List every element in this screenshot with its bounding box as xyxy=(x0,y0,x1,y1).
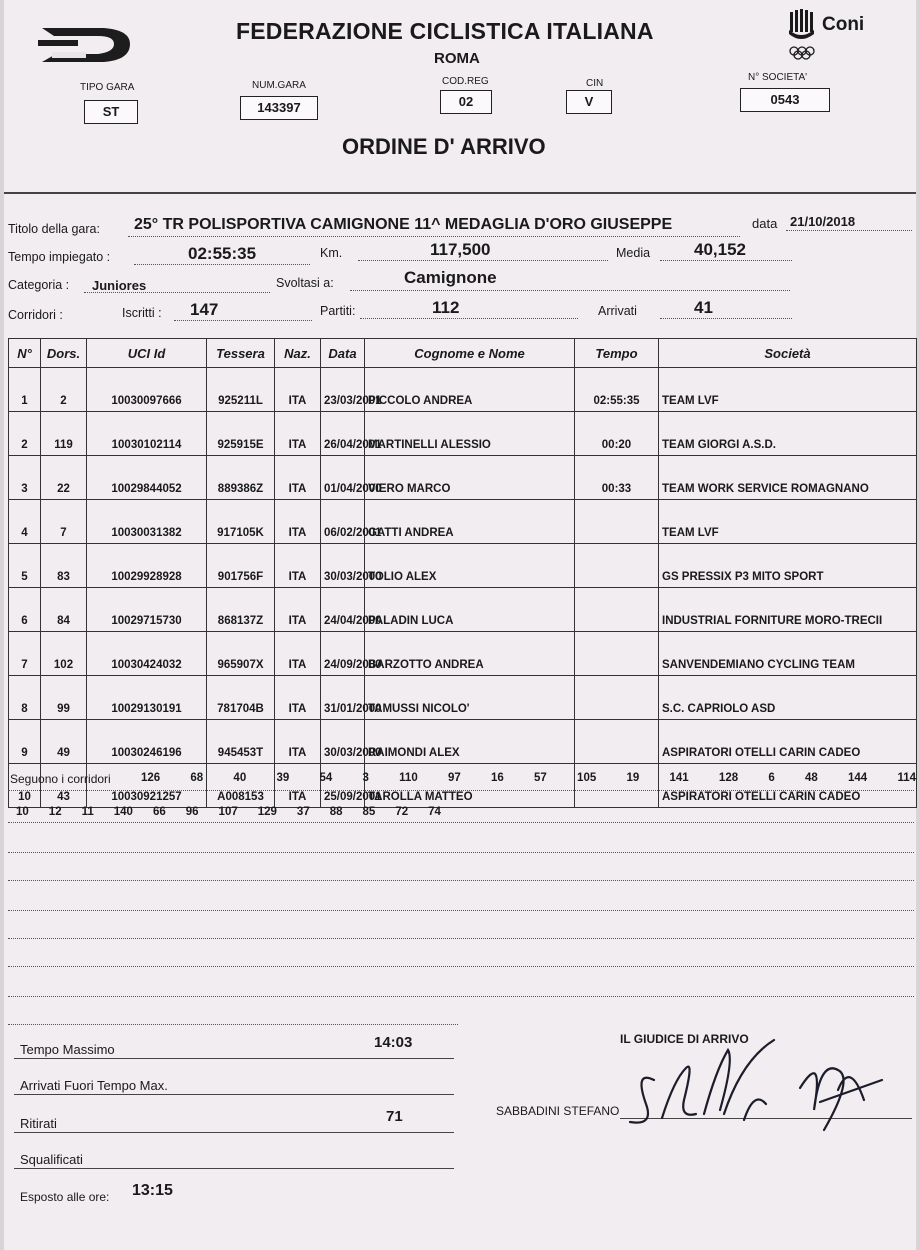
following-rider-number: 114 xyxy=(897,772,916,784)
cin-value: V xyxy=(566,90,612,114)
cell-pos: 5 xyxy=(9,544,41,588)
km-line xyxy=(358,260,608,261)
cell-time xyxy=(575,720,659,764)
cell-pos: 9 xyxy=(9,720,41,764)
cell-license: 965907X xyxy=(207,632,275,676)
cell-pos: 3 xyxy=(9,456,41,500)
cell-pos: 1 xyxy=(9,368,41,412)
following-rider-number: 107 xyxy=(218,806,238,818)
table-row xyxy=(9,632,917,676)
cell-rider-name: TAROLLA MATTEO xyxy=(365,764,575,808)
race-title-line xyxy=(128,236,740,237)
race-started: 112 xyxy=(432,298,460,317)
cell-uci-id: 10030424032 xyxy=(87,632,207,676)
following-rider-number: 72 xyxy=(395,806,409,818)
cell-license: A008153 xyxy=(207,764,275,808)
cin-label: CIN xyxy=(586,78,604,89)
following-rider-number: 126 xyxy=(140,772,161,784)
cell-nation: ITA xyxy=(275,764,321,808)
max-time-value: 14:03 xyxy=(374,1034,413,1051)
following-riders-line1 xyxy=(10,772,916,786)
date-label: data xyxy=(752,216,778,231)
cell-license: 925915E xyxy=(207,412,275,456)
cell-nation: ITA xyxy=(275,720,321,764)
race-held: Camignone xyxy=(404,268,497,287)
following-rider-number: 12 xyxy=(48,806,62,818)
following-rider-number: 10 xyxy=(16,806,29,818)
blank-rule xyxy=(8,880,914,881)
col-n: N° xyxy=(9,339,41,368)
arrived-line xyxy=(660,318,792,319)
table-header-row xyxy=(9,339,917,368)
cell-nation: ITA xyxy=(275,676,321,720)
cell-time xyxy=(575,588,659,632)
race-date: 21/10/2018 xyxy=(790,214,856,229)
cell-license: 901756F xyxy=(207,544,275,588)
cell-uci-id: 10030246196 xyxy=(87,720,207,764)
cell-time xyxy=(575,632,659,676)
cell-nation: ITA xyxy=(275,368,321,412)
fci-logo xyxy=(34,22,134,66)
blank-rule xyxy=(8,910,914,911)
col-dors: Dors. xyxy=(41,339,87,368)
table-row xyxy=(9,676,917,720)
tipo-gara-value: ST xyxy=(84,100,138,124)
num-gara-label: NUM.GARA xyxy=(252,80,306,91)
table-row xyxy=(9,588,917,632)
category-line xyxy=(84,292,270,293)
max-time-label: Tempo Massimo xyxy=(20,1042,115,1057)
category-label: Categoria : xyxy=(8,278,70,292)
cell-rider-name: BARZOTTO ANDREA xyxy=(365,632,575,676)
cell-uci-id: 10030031382 xyxy=(87,500,207,544)
date-line xyxy=(786,230,912,231)
cod-reg-value: 02 xyxy=(440,90,492,114)
following-rider-number: 96 xyxy=(185,806,199,818)
cell-birth-date: 06/02/2001 xyxy=(321,500,365,544)
num-gara-value: 143397 xyxy=(240,96,318,120)
cell-pos: 10 xyxy=(9,764,41,808)
cell-uci-id: 10030097666 xyxy=(87,368,207,412)
following-rider-number: 129 xyxy=(257,806,277,818)
posted-value: 13:15 xyxy=(132,1182,173,1199)
cell-bib: 84 xyxy=(41,588,87,632)
cell-time xyxy=(575,676,659,720)
following-riders-line2 xyxy=(16,806,441,818)
cell-bib: 7 xyxy=(41,500,87,544)
cell-team: TEAM GIORGI A.S.D. xyxy=(659,412,917,456)
time-line xyxy=(134,264,310,265)
col-uci-id: UCI Id xyxy=(87,339,207,368)
following-rider-number: 11 xyxy=(81,806,94,818)
race-category: Juniores xyxy=(92,278,147,293)
time-label: Tempo impiegato : xyxy=(8,250,111,264)
out-of-time-label: Arrivati Fuori Tempo Max. xyxy=(20,1078,168,1093)
cell-time: 02:55:35 xyxy=(575,368,659,412)
following-label: Seguono i corridori xyxy=(10,772,111,786)
cell-license: 925211L xyxy=(207,368,275,412)
cell-birth-date: 31/01/2000 xyxy=(321,676,365,720)
cell-nation: ITA xyxy=(275,500,321,544)
posted-label: Esposto alle ore: xyxy=(20,1190,110,1204)
started-line xyxy=(360,318,578,319)
cell-uci-id: 10029130191 xyxy=(87,676,207,720)
cell-time: 00:20 xyxy=(575,412,659,456)
following-rider-number: 85 xyxy=(362,806,376,818)
following-rider-number: 141 xyxy=(669,772,689,784)
cell-time xyxy=(575,500,659,544)
following-line1-rule xyxy=(8,790,914,791)
out-of-time-rule xyxy=(14,1094,454,1095)
judge-signature xyxy=(624,1030,904,1140)
cell-team: ASPIRATORI OTELLI CARIN CADEO xyxy=(659,764,917,808)
race-title-label: Titolo della gara: xyxy=(8,222,100,236)
cell-team: S.C. CAPRIOLO ASD xyxy=(659,676,917,720)
race-time: 02:55:35 xyxy=(188,244,257,263)
col-tessera: Tessera xyxy=(207,339,275,368)
cell-pos: 8 xyxy=(9,676,41,720)
following-rider-number: 39 xyxy=(276,772,290,784)
cell-rider-name: PICCOLO ANDREA xyxy=(365,368,575,412)
cell-team: SANVENDEMIANO CYCLING TEAM xyxy=(659,632,917,676)
following-rider-number: 6 xyxy=(768,772,775,784)
cell-nation: ITA xyxy=(275,544,321,588)
societa-value: 0543 xyxy=(740,88,830,112)
cell-time: 00:33 xyxy=(575,456,659,500)
following-rider-number: 68 xyxy=(190,772,204,784)
cell-team: TEAM LVF xyxy=(659,368,917,412)
following-rider-number: 144 xyxy=(848,772,868,784)
col-societa: Società xyxy=(659,339,917,368)
cell-nation: ITA xyxy=(275,588,321,632)
riders-label: Corridori : xyxy=(8,308,63,322)
cell-team: INDUSTRIAL FORNITURE MORO-TRECII xyxy=(659,588,917,632)
cell-bib: 99 xyxy=(41,676,87,720)
cell-birth-date: 30/03/2000 xyxy=(321,544,365,588)
race-media: 40,152 xyxy=(694,240,746,259)
following-rider-number: 110 xyxy=(399,772,418,784)
following-rider-number: 54 xyxy=(319,772,333,784)
started-label: Partiti: xyxy=(320,304,356,318)
following-rider-number: 88 xyxy=(329,806,343,818)
cell-rider-name: RAIMONDI ALEX xyxy=(365,720,575,764)
cell-birth-date: 24/04/2000 xyxy=(321,588,365,632)
cell-birth-date: 25/09/2001 xyxy=(321,764,365,808)
cell-pos: 4 xyxy=(9,500,41,544)
retired-rule xyxy=(14,1132,454,1133)
cell-nation: ITA xyxy=(275,632,321,676)
col-data: Data xyxy=(321,339,365,368)
cell-team: TEAM LVF xyxy=(659,500,917,544)
cell-bib: 119 xyxy=(41,412,87,456)
held-label: Svoltasi a: xyxy=(276,276,334,290)
retired-value: 71 xyxy=(386,1108,403,1125)
cell-license: 889386Z xyxy=(207,456,275,500)
following-rider-number: 74 xyxy=(428,806,441,818)
cell-birth-date: 23/03/2001 xyxy=(321,368,365,412)
race-enrolled: 147 xyxy=(190,300,219,319)
disqualified-label: Squalificati xyxy=(20,1152,83,1167)
cell-team: TEAM WORK SERVICE ROMAGNANO xyxy=(659,456,917,500)
svg-text:Coni: Coni xyxy=(822,14,865,35)
race-arrived: 41 xyxy=(694,298,713,317)
media-label: Media xyxy=(616,246,651,260)
blank-rule xyxy=(8,996,914,997)
cell-bib: 22 xyxy=(41,456,87,500)
following-rider-number: 19 xyxy=(626,772,640,784)
table-row xyxy=(9,412,917,456)
cell-uci-id: 10030102114 xyxy=(87,412,207,456)
following-rider-number: 57 xyxy=(534,772,547,784)
table-row xyxy=(9,368,917,412)
federation-title: FEDERAZIONE CICLISTICA ITALIANA xyxy=(236,18,654,44)
cell-uci-id: 10030921257 xyxy=(87,764,207,808)
cod-reg-label: COD.REG xyxy=(442,76,489,87)
following-rider-number: 140 xyxy=(113,806,133,818)
media-line xyxy=(660,260,792,261)
blank-rule xyxy=(8,852,914,853)
col-name: Cognome e Nome xyxy=(365,339,575,368)
following-rider-number: 40 xyxy=(233,772,247,784)
enrolled-line xyxy=(174,320,312,321)
following-rider-number: 97 xyxy=(447,772,461,784)
cell-bib: 49 xyxy=(41,720,87,764)
cell-uci-id: 10029844052 xyxy=(87,456,207,500)
blank-rule xyxy=(8,966,914,967)
following-rider-number: 128 xyxy=(718,772,739,784)
following-line2-rule xyxy=(8,822,914,823)
cell-pos: 2 xyxy=(9,412,41,456)
cell-rider-name: TAMUSSI NICOLO' xyxy=(365,676,575,720)
table-row xyxy=(9,500,917,544)
retired-label: Ritirati xyxy=(20,1116,57,1131)
arrival-order-sheet xyxy=(4,0,916,1250)
cell-nation: ITA xyxy=(275,412,321,456)
col-naz: Naz. xyxy=(275,339,321,368)
divider xyxy=(4,192,916,194)
max-time-rule xyxy=(14,1058,454,1059)
table-row xyxy=(9,544,917,588)
cell-birth-date: 01/04/2000 xyxy=(321,456,365,500)
societa-label: N° SOCIETA' xyxy=(748,72,808,83)
cell-bib: 83 xyxy=(41,544,87,588)
col-tempo: Tempo xyxy=(575,339,659,368)
cell-birth-date: 24/09/2000 xyxy=(321,632,365,676)
cell-birth-date: 30/03/2000 xyxy=(321,720,365,764)
following-rider-number: 105 xyxy=(577,772,597,784)
cell-team: GS PRESSIX P3 MITO SPORT xyxy=(659,544,917,588)
cell-rider-name: GATTI ANDREA xyxy=(365,500,575,544)
federation-city: ROMA xyxy=(434,50,480,67)
cell-rider-name: MARTINELLI ALESSIO xyxy=(365,412,575,456)
cell-uci-id: 10029928928 xyxy=(87,544,207,588)
following-rider-number: 3 xyxy=(362,772,369,784)
cell-bib: 2 xyxy=(41,368,87,412)
cell-license: 868137Z xyxy=(207,588,275,632)
following-rider-number: 37 xyxy=(296,806,310,818)
cell-rider-name: VIERO MARCO xyxy=(365,456,575,500)
table-row xyxy=(9,456,917,500)
judge-label: IL GIUDICE DI ARRIVO xyxy=(620,1032,749,1046)
results-table xyxy=(8,338,917,808)
cell-license: 781704B xyxy=(207,676,275,720)
km-label: Km. xyxy=(320,246,343,260)
held-line xyxy=(350,290,790,291)
enrolled-label: Iscritti : xyxy=(122,306,162,320)
cell-time xyxy=(575,544,659,588)
cell-pos: 7 xyxy=(9,632,41,676)
following-rider-number: 66 xyxy=(152,806,166,818)
blank-rule xyxy=(8,1024,458,1025)
cell-nation: ITA xyxy=(275,456,321,500)
race-title: 25° TR POLISPORTIVA CAMIGNONE 11^ MEDAGLIA D'ORO GIUSEPPE xyxy=(134,216,673,233)
judge-name: SABBADINI STEFANO xyxy=(496,1104,620,1118)
cell-rider-name: PALADIN LUCA xyxy=(365,588,575,632)
cell-uci-id: 10029715730 xyxy=(87,588,207,632)
following-rider-number: 16 xyxy=(490,772,504,784)
cell-birth-date: 26/04/2001 xyxy=(321,412,365,456)
cell-license: 945453T xyxy=(207,720,275,764)
cell-bib: 43 xyxy=(41,764,87,808)
tipo-gara-label: TIPO GARA xyxy=(80,82,135,93)
blank-rule xyxy=(8,938,914,939)
coni-logo xyxy=(784,4,884,64)
cell-license: 917105K xyxy=(207,500,275,544)
cell-bib: 102 xyxy=(41,632,87,676)
table-row xyxy=(9,720,917,764)
document-title: ORDINE D' ARRIVO xyxy=(342,134,546,159)
disqualified-rule xyxy=(14,1168,454,1169)
following-rider-number: 48 xyxy=(804,772,818,784)
race-km: 117,500 xyxy=(430,240,491,259)
cell-rider-name: TOLIO ALEX xyxy=(365,544,575,588)
cell-pos: 6 xyxy=(9,588,41,632)
cell-team: ASPIRATORI OTELLI CARIN CADEO xyxy=(659,720,917,764)
arrived-label: Arrivati xyxy=(598,304,637,318)
